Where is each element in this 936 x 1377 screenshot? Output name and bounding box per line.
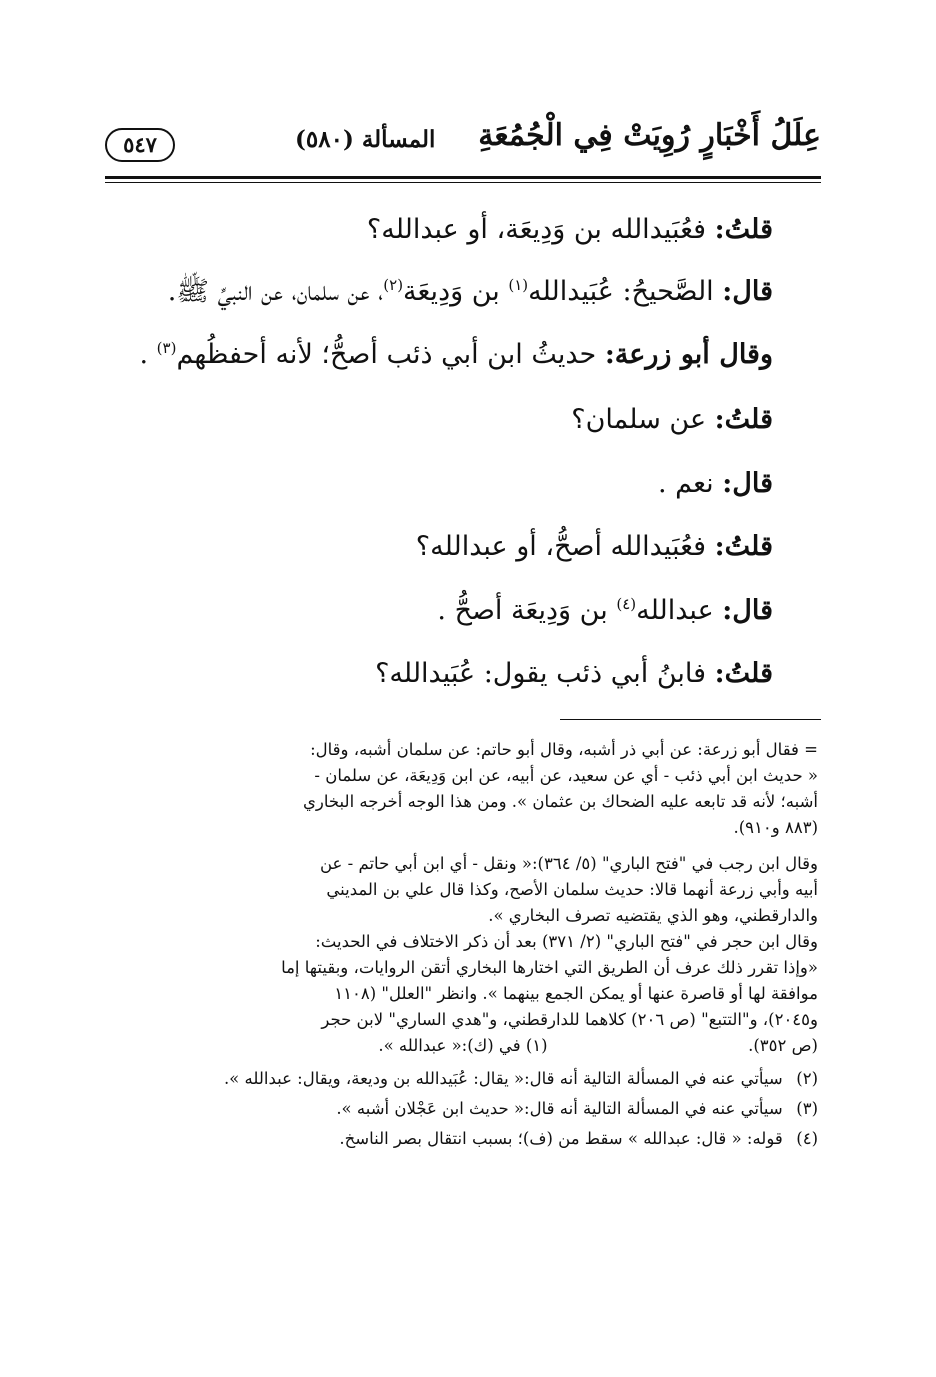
footnote-2 xyxy=(224,1066,818,1092)
line-text: عن سلمان؟ xyxy=(571,404,707,435)
footnote-separator xyxy=(560,719,821,720)
line-text: فعُبَيدالله أصحُّ، أو عبدالله؟ xyxy=(415,531,707,562)
footnote-line xyxy=(378,1033,818,1059)
line-text: بن وَدِيعَة أصحُّ . xyxy=(437,595,617,626)
body-line-1 xyxy=(367,210,773,250)
issue-number: المسألة (٥٨٠) xyxy=(295,126,436,153)
body-line-3 xyxy=(140,335,774,375)
line-text: عبدالله xyxy=(636,595,714,626)
body-line-2 xyxy=(168,272,773,312)
footnote-line: «وإذا تقرر ذلك عرف أن الطريق التي اختارها البخاري أتقن الروايات، وبقيتها إما xyxy=(281,958,818,977)
footnote-text: سيأتي عنه في المسألة التالية أنه قال:« حديث ابن عَجْلان أشبه ». xyxy=(336,1099,783,1118)
speaker-label: وقال أبو زرعة: xyxy=(604,339,773,370)
body-line-6 xyxy=(416,527,773,567)
line-text: فعُبَيدالله بن وَدِيعَة، أو عبدالله؟ xyxy=(366,214,707,245)
footnote-line: والدارقطني، وهو الذي يقتضيه تصرف البخاري ». xyxy=(488,906,818,925)
footnote-ref: (٣) xyxy=(156,339,177,357)
footnote-ref: (٢) xyxy=(383,276,404,294)
line-text: فابنُ أبي ذئب يقول: عُبَيدالله؟ xyxy=(375,658,707,689)
body-line-5 xyxy=(658,464,773,504)
page-number-badge: ٥٤٧ xyxy=(105,128,175,162)
body-line-8 xyxy=(375,654,773,694)
speaker-label: قال: xyxy=(722,276,773,307)
footnote-ref: (١) xyxy=(508,276,529,294)
footnote-line: « حديث ابن أبي ذئب - أي عن سعيد، عن أبيه، عن ابن وَدِيعَة، عن سلمان - xyxy=(314,766,818,785)
footnote-line: وقال ابن حجر في "فتح الباري" (٢/ ٣٧١) بعد أن ذكر الاختلاف في الحديث: xyxy=(315,932,818,951)
footnote-1: (١) في (ك):« عبدالله ». xyxy=(378,1036,548,1055)
speaker-label: قال: xyxy=(722,468,773,499)
footnote-3 xyxy=(336,1096,818,1122)
line-text: نعم . xyxy=(658,468,714,499)
footnote-line: أشبه؛ لأنه قد تابعه عليه الضحاك بن عثمان ». ومن هذا الوجه أخرجه البخاري xyxy=(303,792,818,811)
speaker-label: قلتُ: xyxy=(714,404,773,435)
footnote-line: و٢٠٤٥)، و"التتبع" (ص ٢٠٦) كلاهما للدارقطني، و"هدي الساري" لابن حجر xyxy=(321,1010,818,1029)
speaker-label: قلتُ: xyxy=(714,658,773,689)
footnote-number: (٢) xyxy=(796,1069,818,1088)
footnote-line: أبيه وأبي زرعة أنهما قالا: حديث سلمان الأصح، وكذا قال علي بن المديني xyxy=(326,880,818,899)
line-text: حديثُ ابن أبي ذئب أصحُّ؛ لأنه أحفظُهم xyxy=(176,339,597,370)
line-text: . xyxy=(139,339,157,370)
footnote-text: سيأتي عنه في المسألة التالية أنه قال:« يقال: عُبَيدالله بن وديعة، ويقال: عبدالله ». xyxy=(223,1069,783,1088)
line-text: الصَّحيحُ: عُبَيدالله xyxy=(528,276,714,307)
footnote-number: (٣) xyxy=(796,1099,818,1118)
footnote-line: = فقال أبو زرعة: عن أبي ذر أشبه، وقال أبو حاتم: عن سلمان أشبه، وقال: xyxy=(310,740,818,759)
body-line-7 xyxy=(437,591,773,631)
header-rule-thin xyxy=(105,182,821,183)
header-rule-thick xyxy=(105,176,821,179)
book-title: عِلَلُ أَخْبَارٍ رُوِيَتْ فِي الْجُمُعَةِ xyxy=(478,118,821,153)
footnote-text: قوله: « قال: عبدالله » سقط من (ف)؛ بسبب انتقال بصر الناسخ. xyxy=(339,1129,783,1148)
body-line-4 xyxy=(571,400,773,440)
footnote-text: (ص ٣٥٢). xyxy=(748,1036,818,1055)
page-header xyxy=(105,118,821,174)
speaker-label: قال: xyxy=(722,595,773,626)
footnote-line: موافقة لها أو قاصرة عنها أو يمكن الجمع بينهما ». وانظر "العلل" (١١٠٨ xyxy=(334,984,818,1003)
footnote-4 xyxy=(339,1126,818,1152)
footnote-line: (٨٨٣ و٩١٠). xyxy=(733,818,818,837)
line-text: ، عن سلمان، عن النبيِّ ﷺ. xyxy=(167,276,384,307)
footnote-line: وقال ابن رجب في "فتح الباري" (٥/ ٣٦٤):« ونقل - أي ابن أبي حاتم - عن xyxy=(320,854,818,873)
footnote-ref: (٤) xyxy=(616,595,637,613)
footnote-number: (٤) xyxy=(796,1129,818,1148)
line-text: بن وَدِيعَة xyxy=(403,276,509,307)
speaker-label: قلتُ: xyxy=(714,531,773,562)
speaker-label: قلتُ: xyxy=(714,214,773,245)
